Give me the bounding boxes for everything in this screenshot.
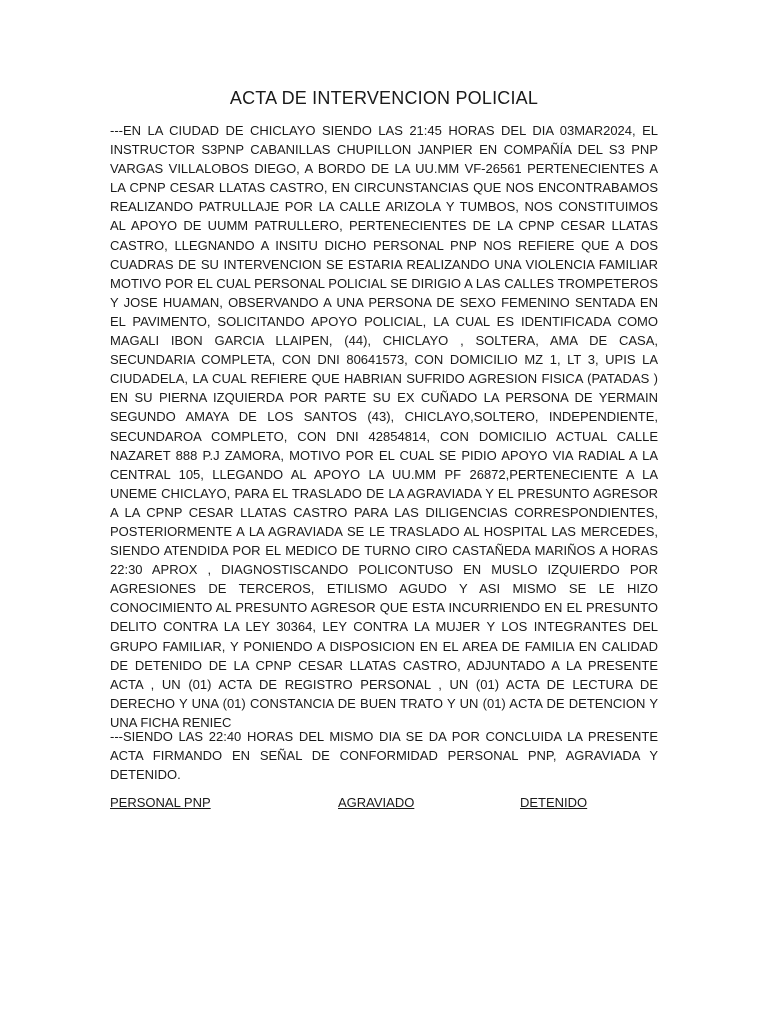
closing-paragraph: ---SIENDO LAS 22:40 HORAS DEL MISMO DIA SE DA POR CONCLUIDA LA PRESENTE ACTA FIRMANDO EN SEÑAL DE CONFORMIDAD PERSONAL PNP, AGRAVIADA Y DETENIDO. (110, 729, 658, 783)
signature-label-detenido: DETENIDO (520, 795, 588, 810)
signature-label-personal-pnp: PERSONAL PNP (110, 795, 211, 810)
signature-label-agraviado: AGRAVIADO (338, 795, 415, 810)
intervention-narrative-paragraph: ---EN LA CIUDAD DE CHICLAYO SIENDO LAS 21:45 HORAS DEL DIA 03MAR2024, EL INSTRUCTOR S3PNP CABANILLAS CHUPILLON JANPIER EN COMPAÑÍA DEL S3 PNP VARGAS VILLALOBOS DIEGO, A BORDO DE LA UU.MM VF-26561 PERTENECIENTES A LA CPNP CESAR LLATAS CASTRO, EN CIRCUNSTANCIAS QUE NOS ENCONTRABAMOS REALIZANDO PATRULLAJE POR LA CALLE ARIZOLA Y TUMBOS, NOS CONSTITUIMOS AL APOYO DE UUMM PATRULLERO, PERTENECIENTES DE LA CPNP CESAR LLATAS CASTRO, LLEGNANDO A INSITU DICHO PERSONAL PNP NOS REFIERE QUE A DOS CUADRAS DE SU INTERVENCION SE ESTARIA REALIZANDO UNA VIOLENCIA FAMILIAR MOTIVO POR EL CUAL PERSONAL POLICIAL SE DIRIGIO A LAS CALLES TROMPETEROS Y JOSE HUAMAN, OBSERVANDO A UNA PERSONA DE SEXO FEMENINO SENTADA EN EL PAVIMENTO, SOLICITANDO APOYO POLICIAL, LA CUAL ES IDENTIFICADA COMO MAGALI IBON GARCIA LLAIPEN, (44), CHICLAYO , SOLTERA, AMA DE CASA, SECUNDARIA COMPLETA, CON DNI 80641573, CON DOMICILIO MZ 1, LT 3, UPIS LA CIUDADELA, LA CUAL REFIERE QUE HABRIAN SUFRIDO AGRESION FISICA (PATADAS ) EN SU PIERNA IZQUIERDA POR PARTE SU EX CUÑADO LA PERSONA DE YERMAIN SEGUNDO AMAYA DE LOS SANTOS (43), CHICLAYO,SOLTERO, INDEPENDIENTE, SECUNDAROA COMPLETO, CON DNI 42854814, CON DOMICILIO ACTUAL CALLE NAZARET 888 P.J ZAMORA, MOTIVO POR EL CUAL SE PIDIO APOYO VIA RADIAL A LA CENTRAL 105, LLEGANDO AL APOYO LA UU.MM PF 26872,PERTENECIENTE A LA UNEME CHICLAYO, PARA EL TRASLADO DE LA AGRAVIADA Y EL PRESUNTO AGRESOR A LA CPNP CESAR LLATAS CASTRO PARA LAS DILIGENCIAS CORRESPONDIENTES, POSTERIORMENTE A LA AGRAVIADA SE LE TRASLADO AL HOSPITAL LAS MERCEDES, SIENDO ATENDIDA POR EL MEDICO DE TURNO CIRO CASTAÑEDA MARIÑOS A HORAS 22:30 APROX , DIAGNOSTISCANDO POLICONTUSO EN MUSLO IZQUIERDO POR AGRESIONES DE TERCEROS, ETILISMO AGUDO Y ASI MISMO SE LE HIZO CONOCIMIENTO AL PRESUNTO AGRESOR QUE ESTA INCURRIENDO EN EL PRESUNTO DELITO CONTRA LA LEY 30364, LEY CONTRA LA MUJER Y LOS INTEGRANTES DEL GRUPO FAMILIAR, Y PONIENDO A DISPOSICION EN EL AREA DE FAMILIA EN CALIDAD DE DETENIDO DE LA CPNP CESAR LLATAS CASTRO, ADJUNTADO A LA PRESENTE ACTA , UN (01) ACTA DE REGISTRO PERSONAL , UN (01) ACTA DE LECTURA DE DERECHO Y UNA (01) CONSTANCIA DE BUEN TRATO Y UN (01) ACTA DE DETENCION Y UNA FICHA RENIEC (110, 123, 658, 730)
signature-row (110, 795, 658, 815)
document-title: ACTA DE INTERVENCION POLICIAL (229, 88, 539, 108)
